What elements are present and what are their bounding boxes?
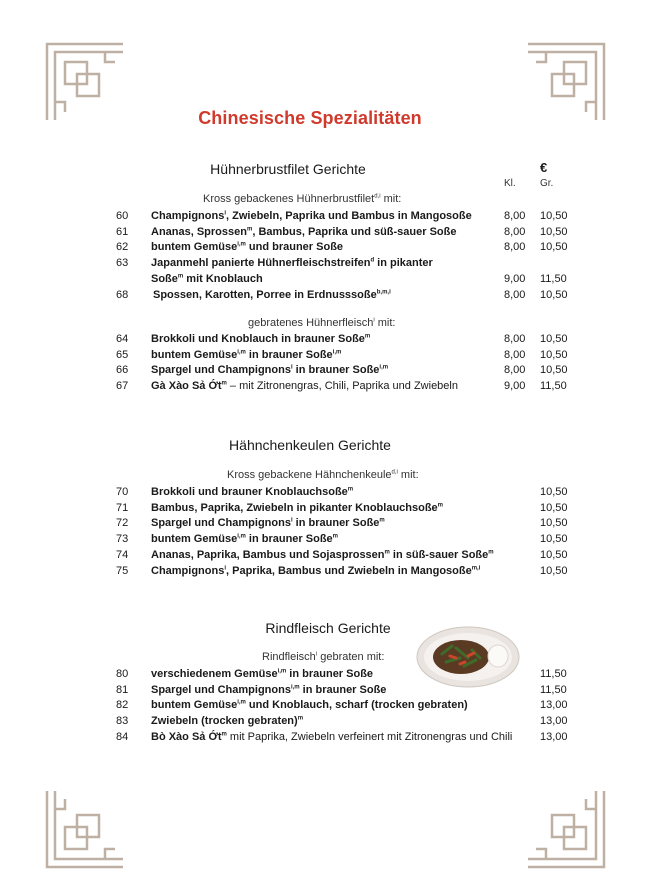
- price-small: 9,00: [504, 380, 526, 393]
- item-description: [151, 683, 386, 697]
- item-text: Japanmehl panierte Hühnerfleischstreifen: [151, 257, 371, 270]
- allergen-codes: i: [290, 364, 293, 371]
- item-text: Spargel und Champignons: [151, 364, 291, 377]
- item-description: [151, 256, 433, 270]
- item-number: 61: [116, 225, 129, 238]
- item-number: 60: [116, 210, 129, 222]
- item-text: Champignons: [151, 210, 225, 222]
- item-number: 73: [116, 533, 129, 546]
- item-number: 70: [116, 486, 129, 498]
- allergen-codes: m: [384, 549, 390, 556]
- price-small: 8,00: [504, 348, 526, 361]
- item-description: [151, 714, 303, 728]
- allergen-codes: m: [246, 226, 253, 233]
- item-description: [151, 240, 343, 254]
- allergen-codes: b,m,i: [376, 288, 391, 295]
- item-text: in brauner Soße: [292, 364, 380, 377]
- item-description: [151, 225, 457, 239]
- price-large: 10,50: [540, 486, 568, 498]
- group-subhead: Kross gebackene Hähnchenkeule$^{d,i}$ mit:: [227, 469, 419, 481]
- item-text: – mit Zitronengras, Chili, Paprika und Zwiebeln: [226, 380, 458, 393]
- price-large: 10,50: [540, 364, 568, 377]
- menu-item-row: [0, 501, 651, 517]
- price-large: 10,50: [540, 348, 568, 361]
- price-large: 10,50: [540, 210, 568, 222]
- group-subhead: Rindfleisch$^i$ gebraten mit:: [262, 651, 385, 663]
- menu-item-row: [0, 683, 651, 699]
- price-small: 8,00: [504, 288, 526, 301]
- column-header-gross: Gr.: [540, 178, 554, 189]
- price-large: 11,50: [540, 380, 567, 393]
- item-number: 72: [116, 517, 129, 530]
- item-description: [151, 698, 468, 712]
- price-small: 8,00: [504, 210, 526, 222]
- price-large: 11,50: [540, 683, 567, 696]
- price-large: 11,50: [540, 668, 567, 680]
- allergen-codes: i: [224, 564, 227, 571]
- item-text: in brauner Soße: [292, 517, 380, 530]
- item-description: [151, 332, 370, 346]
- price-small: 9,00: [504, 272, 526, 285]
- allergen-codes: m: [364, 333, 371, 340]
- item-text: Spossen, Karotten, Porree in Erdnusssoße: [153, 288, 377, 301]
- allergen-codes: i,m: [277, 668, 287, 675]
- item-number: 84: [116, 730, 129, 743]
- section-title-huehnerbrustfilet: Hühnerbrustfilet Gerichte: [210, 161, 366, 177]
- allergen-codes: m: [221, 731, 227, 738]
- item-description: [153, 288, 391, 302]
- item-number: 71: [116, 501, 129, 514]
- price-large: 10,50: [540, 548, 568, 561]
- item-text: in brauner Soße: [245, 348, 333, 361]
- item-text: Ananas, Sprossen: [151, 225, 247, 238]
- allergen-codes: m: [488, 549, 494, 556]
- menu-item-row: [0, 485, 651, 501]
- allergen-codes: i,m: [332, 349, 342, 356]
- item-description: [151, 485, 353, 499]
- item-number: 74: [116, 548, 129, 561]
- menu-item-row: [0, 532, 651, 548]
- item-text: , Bambus, Paprika und süß-sauer Soße: [252, 225, 457, 238]
- item-description: [151, 730, 512, 744]
- price-large: 10,50: [540, 288, 568, 301]
- allergen-codes: m: [297, 715, 304, 722]
- menu-item-row: [0, 332, 651, 348]
- item-text: und Knoblauch, scharf (trocken gebraten): [245, 699, 468, 712]
- item-number: 81: [116, 683, 129, 696]
- item-text: Gà Xào Sả Ớt: [151, 380, 222, 393]
- allergen-codes: i,m: [237, 699, 246, 706]
- price-large: 13,00: [540, 699, 568, 712]
- item-number: 83: [116, 715, 129, 728]
- item-description: [151, 667, 373, 681]
- item-text: Champignons: [151, 564, 225, 577]
- price-large: 10,50: [540, 517, 568, 530]
- menu-item-row: [0, 256, 651, 272]
- price-large: 13,00: [540, 715, 568, 728]
- section-title-rindfleisch: Rindfleisch Gerichte: [265, 620, 391, 636]
- item-text: Brokkoli und Knoblauch in brauner Soße: [151, 333, 365, 345]
- item-text: Spargel und Champignons: [151, 517, 291, 530]
- item-text: Ananas, Paprika, Bambus und Sojasprossen: [151, 548, 385, 561]
- menu-item-row: [0, 379, 651, 395]
- menu-item-row: [0, 348, 651, 364]
- menu-item-row: [0, 667, 651, 683]
- price-small: 8,00: [504, 333, 526, 345]
- item-description: [151, 532, 338, 546]
- price-small: 8,00: [504, 225, 526, 238]
- menu-item-row: [0, 225, 651, 241]
- menu-item-row: [0, 272, 651, 288]
- item-description: [151, 209, 472, 223]
- allergen-codes: m: [177, 273, 184, 280]
- item-text: Spargel und Champignons: [151, 683, 291, 696]
- allergen-codes: m: [379, 517, 385, 524]
- item-text: , Zwiebeln, Paprika und Bambus in Mangosoße: [226, 210, 472, 222]
- page-title: Chinesische Spezialitäten: [198, 108, 422, 128]
- column-header-klein: Kl.: [504, 178, 516, 189]
- menu-item-row: [0, 564, 651, 580]
- allergen-codes: m: [347, 486, 354, 493]
- price-large: 10,50: [540, 333, 568, 345]
- menu-item-row: [0, 548, 651, 564]
- item-text: buntem Gemüse: [151, 699, 238, 712]
- item-number: 65: [116, 348, 129, 361]
- item-description: [151, 548, 494, 562]
- item-number: 62: [116, 241, 129, 254]
- allergen-codes: i,m: [290, 684, 300, 691]
- item-number: 64: [116, 333, 129, 345]
- corner-ornament-bottom-left: [45, 789, 125, 869]
- item-text: buntem Gemüse: [151, 241, 238, 254]
- price-large: 10,50: [540, 501, 568, 514]
- item-number: 82: [116, 699, 129, 712]
- group-subhead: gebratenes Hühnerfleisch$^i$ mit:: [248, 317, 396, 329]
- menu-item-row: [0, 288, 651, 304]
- allergen-codes: i,m: [237, 349, 246, 356]
- item-text: und brauner Soße: [245, 241, 344, 254]
- item-text: , Paprika, Bambus und Zwiebeln in Mangosoße: [226, 564, 472, 577]
- price-large: 10,50: [540, 241, 568, 254]
- price-small: 8,00: [504, 364, 526, 377]
- item-text: mit Paprika, Zwiebeln verfeinert mit Zitronengras und Chili: [226, 730, 513, 743]
- allergen-codes: i: [290, 517, 293, 524]
- item-description: [151, 348, 341, 362]
- item-text: Brokkoli und brauner Knoblauchsoße: [151, 486, 348, 498]
- allergen-codes: m: [221, 380, 227, 387]
- allergen-codes: i,m: [237, 241, 246, 248]
- item-description: [151, 501, 443, 515]
- menu-item-row: [0, 730, 651, 746]
- price-large: 10,50: [540, 533, 568, 546]
- menu-item-row: [0, 698, 651, 714]
- price-large: 13,00: [540, 730, 568, 743]
- item-text: Soße: [151, 272, 178, 285]
- allergen-codes: m: [437, 502, 444, 509]
- item-text: in süß-sauer Soße: [389, 548, 489, 561]
- menu-item-row: [0, 516, 651, 532]
- item-text: mit Knoblauch: [183, 272, 263, 285]
- currency-symbol: €: [540, 160, 548, 175]
- menu-item-row: [0, 209, 651, 225]
- allergen-codes: m: [332, 533, 338, 540]
- price-small: 8,00: [504, 241, 526, 254]
- item-number: 80: [116, 668, 129, 680]
- item-text: in brauner Soße: [245, 533, 333, 546]
- menu-item-row: [0, 714, 651, 730]
- menu-item-row: [0, 363, 651, 379]
- price-large: 10,50: [540, 225, 568, 238]
- item-text: in pikanter: [374, 257, 433, 270]
- allergen-codes: m,i: [471, 564, 481, 571]
- item-description: [151, 564, 480, 578]
- allergen-codes: i,m: [379, 364, 389, 371]
- corner-ornament-bottom-right: [526, 789, 606, 869]
- menu-item-row: [0, 240, 651, 256]
- section-title-haehnchenkeulen: Hähnchenkeulen Gerichte: [229, 437, 391, 453]
- group-subhead: Kross gebackenes Hühnerbrustfilet$^{d,i}$ mit:: [203, 193, 402, 205]
- item-description: [151, 363, 388, 377]
- allergen-codes: i: [224, 210, 227, 217]
- item-description: [151, 379, 458, 393]
- price-large: 11,50: [540, 272, 567, 285]
- item-description: [151, 516, 385, 530]
- allergen-codes: d: [370, 257, 375, 264]
- item-number: 66: [116, 364, 129, 377]
- item-number: 75: [116, 564, 129, 577]
- item-number: 63: [116, 257, 129, 270]
- item-text: in brauner Soße: [286, 668, 374, 680]
- item-text: in brauner Soße: [299, 683, 387, 696]
- item-text: Bò Xào Sả Ớt: [151, 730, 222, 743]
- item-number: 68: [116, 288, 129, 301]
- item-text: Bambus, Paprika, Zwiebeln in pikanter Knoblauchsoße: [151, 501, 438, 514]
- price-large: 10,50: [540, 564, 568, 577]
- item-text: buntem Gemüse: [151, 533, 238, 546]
- item-number: 67: [116, 380, 129, 393]
- item-text: Zwiebeln (trocken gebraten): [151, 715, 298, 728]
- allergen-codes: i,m: [237, 533, 246, 540]
- item-description: [151, 272, 263, 286]
- item-text: verschiedenem Gemüse: [151, 668, 278, 680]
- item-text: buntem Gemüse: [151, 348, 238, 361]
